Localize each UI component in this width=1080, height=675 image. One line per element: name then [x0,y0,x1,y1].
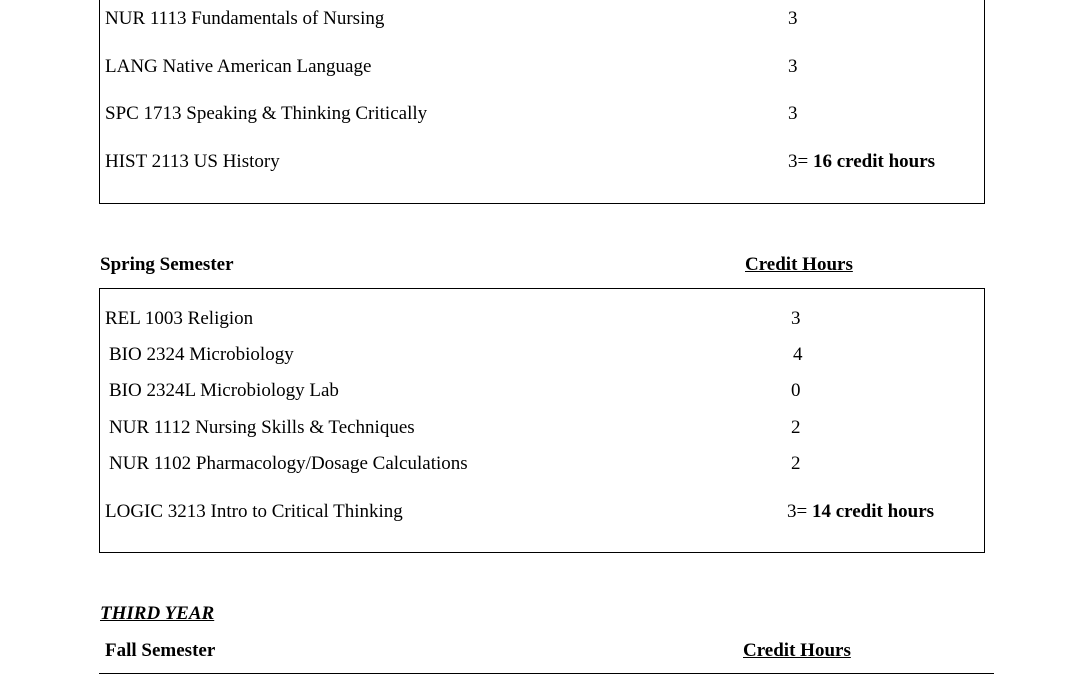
fall-course-credits-2: 3 [788,56,798,77]
fall-course-name-1: NUR 1113 Fundamentals of Nursing [105,8,385,29]
spring-credit-hours-header: Credit Hours [745,254,853,275]
third-year-fall-semester-title: Fall Semester [105,640,216,661]
third-year-fall-credit-hours-header: Credit Hours [743,640,851,661]
fall-course-credits-3: 3 [788,103,798,124]
third-year-title: THIRD YEAR [100,603,215,624]
spring-course-credits-1: 3 [791,308,801,329]
spring-course-credits-6-value: 3= [787,501,808,522]
fall-semester-total-hours: 16 credit hours [812,151,936,172]
spring-course-name-2: BIO 2324 Microbiology [109,344,294,365]
fall-course-name-2: LANG Native American Language [105,56,372,77]
spring-semester-total-hours: 14 credit hours [811,501,935,522]
spring-course-name-3: BIO 2324L Microbiology Lab [109,380,339,401]
spring-course-credits-4: 2 [791,417,801,438]
spring-course-name-5: NUR 1102 Pharmacology/Dosage Calculations [109,453,468,474]
spring-course-name-6: LOGIC 3213 Intro to Critical Thinking [105,501,403,522]
fall-course-credits-4-value: 3= [788,151,809,172]
spring-course-name-1: REL 1003 Religion [105,308,254,329]
spring-semester-title: Spring Semester [100,254,234,275]
spring-course-credits-3: 0 [791,380,801,401]
fall-course-credits-4 [788,152,935,171]
spring-course-name-4: NUR 1112 Nursing Skills & Techniques [109,417,415,438]
spring-course-credits-2: 4 [793,344,803,365]
fall-semester-course-box [99,0,985,204]
fall-course-name-3: SPC 1713 Speaking & Thinking Critically [105,103,428,124]
fall-course-credits-1: 3 [788,8,798,29]
spring-course-credits-5: 2 [791,453,801,474]
spring-course-credits-6 [787,502,934,521]
third-year-fall-box-top-edge [99,673,994,674]
fall-course-name-4: HIST 2113 US History [105,151,280,172]
